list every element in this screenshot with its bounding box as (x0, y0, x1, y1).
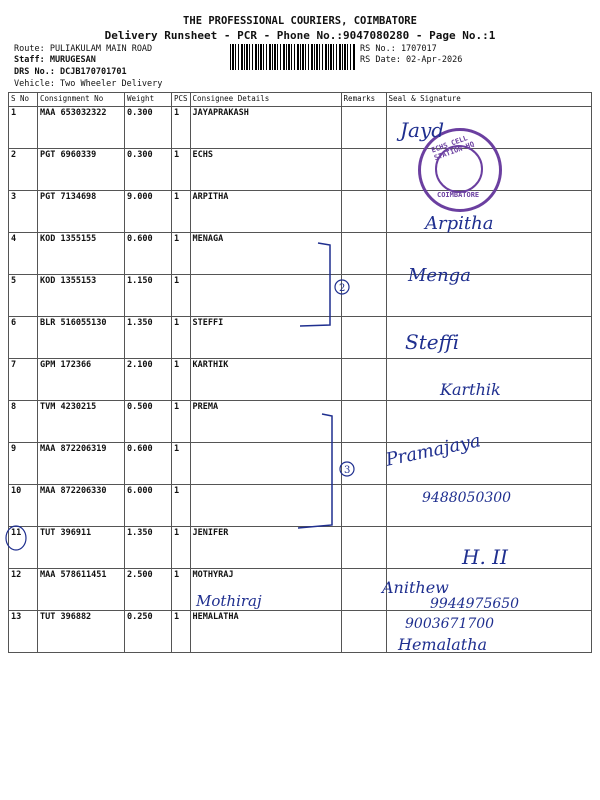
drs-label: DRS No.: DCJB170701701 (14, 67, 127, 77)
col-sno: S No (9, 93, 38, 107)
stamp-bottom-text: COIMBATORE (437, 191, 480, 199)
cell-sno: 2 (9, 149, 38, 191)
cell-weight: 2.500 (125, 569, 172, 611)
cell-weight: 2.100 (125, 359, 172, 401)
cell-consignment: KOD 1355153 (38, 275, 125, 317)
cell-sno: 9 (9, 443, 38, 485)
cell-consignment: TUT 396911 (38, 527, 125, 569)
cell-consignee: ARPITHA (190, 191, 341, 233)
cell-sno: 6 (9, 317, 38, 359)
cell-weight: 0.600 (125, 233, 172, 275)
cell-pcs: 1 (172, 443, 191, 485)
cell-consignee: MOTHYRAJ (190, 569, 341, 611)
signature-jenifer: H. II (462, 545, 508, 569)
rs-number: RS No.: 1707017 (360, 44, 437, 54)
col-seal: Seal & Signature (386, 93, 591, 107)
cell-consignment: BLR 516055130 (38, 317, 125, 359)
rs-date: RS Date: 02-Apr-2026 (360, 55, 463, 65)
bracket-rows-8-10 (298, 414, 332, 528)
cell-consignment: TUT 396882 (38, 611, 125, 653)
cell-consignment: MAA 578611451 (38, 569, 125, 611)
cell-weight: 0.500 (125, 401, 172, 443)
cell-weight: 0.250 (125, 611, 172, 653)
circle-sno-11 (6, 526, 26, 550)
cell-consignee: MENAGA (190, 233, 341, 275)
cell-weight: 6.000 (125, 485, 172, 527)
cell-weight: 0.300 (125, 107, 172, 149)
cell-consignment: TVM 4230215 (38, 401, 125, 443)
col-pcs: PCS (172, 93, 191, 107)
signature-arpitha: Arpitha (425, 213, 494, 234)
cell-sno: 8 (9, 401, 38, 443)
signature-steffi: Steffi (405, 330, 460, 354)
mark-3-text: 3 (344, 465, 351, 476)
bracket-rows-4-6 (300, 243, 330, 326)
cell-sno: 1 (9, 107, 38, 149)
cell-consignment: MAA 872206330 (38, 485, 125, 527)
route-label: Route: PULIAKULAM MAIN ROAD (14, 44, 153, 54)
company-name: THE PROFESSIONAL COURIERS, COIMBATORE (183, 15, 417, 27)
cell-consignment: GPM 172366 (38, 359, 125, 401)
cell-weight: 0.300 (125, 149, 172, 191)
col-weight: Weight (125, 93, 172, 107)
col-remarks: Remarks (341, 93, 386, 107)
cell-pcs: 1 (172, 149, 191, 191)
cell-sno: 5 (9, 275, 38, 317)
signature-menaga: Menga (408, 265, 471, 286)
signature-karthik: Karthik (440, 380, 501, 399)
cell-weight: 1.350 (125, 317, 172, 359)
note-mothiraj: Mothiraj (196, 592, 262, 610)
cell-sno: 11 (9, 527, 38, 569)
cell-consignment: MAA 872206319 (38, 443, 125, 485)
cell-pcs: 1 (172, 317, 191, 359)
cell-consignment: KOD 1355155 (38, 233, 125, 275)
cell-consignment: PGT 6960339 (38, 149, 125, 191)
col-consignment: Consignment No (38, 93, 125, 107)
cell-pcs: 1 (172, 485, 191, 527)
cell-consignee: ECHS (190, 149, 341, 191)
phone-number-2: 9944975650 (430, 596, 520, 612)
cell-sno: 7 (9, 359, 38, 401)
cell-consignee: PREMA (190, 401, 341, 443)
col-details: Consignee Details (190, 93, 341, 107)
cell-sno: 4 (9, 233, 38, 275)
cell-pcs: 1 (172, 191, 191, 233)
cell-sno: 10 (9, 485, 38, 527)
cell-pcs: 1 (172, 233, 191, 275)
cell-weight: 1.150 (125, 275, 172, 317)
cell-consignee: STEFFI (190, 317, 341, 359)
cell-sno: 12 (9, 569, 38, 611)
cell-weight: 9.000 (125, 191, 172, 233)
cell-pcs: 1 (172, 611, 191, 653)
signature-prema: Pramajaya (383, 430, 483, 471)
cell-consignee: KARTHIK (190, 359, 341, 401)
cell-pcs: 1 (172, 527, 191, 569)
phone-number-1: 9488050300 (422, 490, 512, 506)
cell-weight: 1.350 (125, 527, 172, 569)
cell-sno: 3 (9, 191, 38, 233)
cell-weight: 0.600 (125, 443, 172, 485)
stamp-top-text: ECHS CELL STATION HQ (430, 134, 476, 163)
cell-sno: 13 (9, 611, 38, 653)
cell-consignee: JAYAPRAKASH (190, 107, 341, 149)
cell-consignee: HEMALATHA (190, 611, 341, 653)
cell-pcs: 1 (172, 359, 191, 401)
signature-hemalatha: Hemalatha (398, 635, 488, 654)
staff-label: Staff: MURUGESAN (14, 55, 96, 65)
cell-pcs: 1 (172, 275, 191, 317)
cell-pcs: 1 (172, 107, 191, 149)
cell-consignee: JENIFER (190, 527, 341, 569)
signature-mothyraj: Anithew (382, 578, 449, 597)
signature-jayaprakash: Jayd (400, 118, 445, 142)
runsheet-title: Delivery Runsheet - PCR - Phone No.:9047080280 - Page No.:1 (104, 29, 496, 42)
phone-number-3: 9003671700 (405, 616, 495, 632)
cell-pcs: 1 (172, 401, 191, 443)
vehicle-label: Vehicle: Two Wheeler Delivery (14, 79, 163, 89)
mark-2-text: 2 (339, 283, 346, 294)
cell-pcs: 1 (172, 569, 191, 611)
cell-consignment: MAA 653032322 (38, 107, 125, 149)
cell-consignment: PGT 7134698 (38, 191, 125, 233)
